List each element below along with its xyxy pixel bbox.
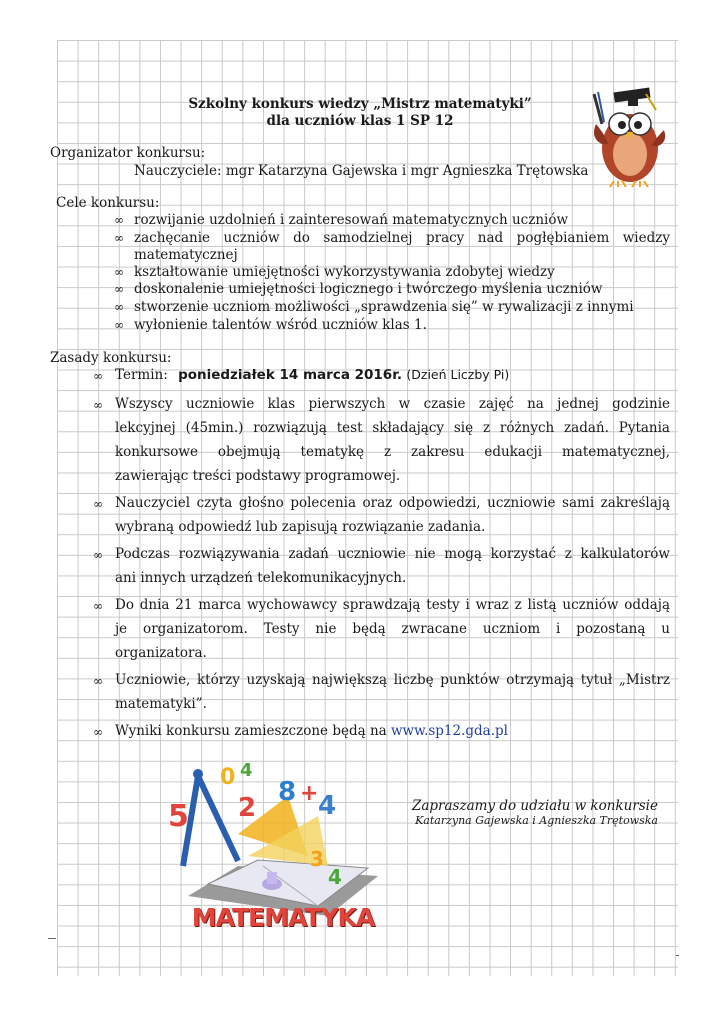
rules-label: Zasady konkursu: — [50, 350, 172, 366]
infinity-bullet-icon: ∞ — [114, 282, 124, 296]
rule-item-line: ani innych urządzeń telekomunikacyjnych. — [115, 570, 407, 586]
rule-item-line: matematyki”. — [115, 696, 207, 712]
svg-text:5: 5 — [168, 799, 189, 834]
infinity-bullet-icon: ∞ — [93, 497, 103, 511]
rule-item-line: wybraną odpowiedź lub zapisują rozwiązanie zadania. — [115, 519, 486, 535]
rule-item: Wszyscy uczniowie klas pierwszych w czasie zajęć na jednej godzinie — [115, 396, 670, 412]
infinity-bullet-icon: ∞ — [93, 369, 103, 383]
goal-item: zachęcanie uczniów do samodzielnej pracy nad pogłębianiem wiedzy — [134, 230, 670, 246]
svg-text:4: 4 — [328, 865, 342, 889]
rule-termin — [115, 367, 509, 383]
rule-item-line: konkursowe obejmują tematykę z zakresu edukacji matematycznej, — [115, 444, 670, 460]
infinity-bullet-icon: ∞ — [93, 599, 103, 613]
infinity-bullet-icon: ∞ — [114, 300, 124, 314]
rule-item-line: zawierając treści podstawy programowej. — [115, 468, 401, 484]
page-mark — [676, 955, 679, 956]
infinity-bullet-icon: ∞ — [93, 674, 103, 688]
goals-label: Cele konkursu: — [56, 195, 160, 211]
svg-text:8: 8 — [278, 777, 297, 807]
infinity-bullet-icon: ∞ — [114, 213, 124, 227]
infinity-bullet-icon: ∞ — [93, 398, 103, 412]
owl-mascot-illustration — [584, 84, 670, 188]
termin-date: poniedziałek 14 marca 2016r. — [178, 367, 403, 383]
rule-item: Podczas rozwiązywania zadań uczniowie nie mogą korzystać z kalkulatorów — [115, 546, 670, 562]
organizer-value: Nauczyciele: mgr Katarzyna Gajewska i mgr Agnieszka Trętowska — [134, 163, 589, 179]
document-subtitle: dla uczniów klas 1 SP 12 — [266, 113, 454, 129]
rule-item-line: organizatora. — [115, 645, 207, 661]
goal-item-continuation: matematycznej — [134, 247, 238, 263]
organizer-label: Organizator konkursu: — [50, 145, 206, 161]
svg-text:2: 2 — [238, 793, 257, 823]
rule-item-line: lekcyjnej (45min.) rozwiązują test składający się z różnych zadań. Pytania — [115, 420, 670, 436]
invitation-line: Zapraszamy do udziału w konkursie — [411, 798, 658, 814]
logo-text: MATEMATYKA — [191, 903, 375, 932]
goal-item: doskonalenie umiejętności logicznego i twórczego myślenia uczniów — [134, 281, 603, 297]
results-link[interactable]: www.sp12.gda.pl — [391, 723, 508, 739]
svg-text:4: 4 — [318, 791, 337, 821]
invitation-signature: Katarzyna Gajewska i Agnieszka Trętowska — [415, 814, 658, 827]
infinity-bullet-icon: ∞ — [93, 548, 103, 562]
page-mark — [48, 938, 56, 939]
svg-text:0: 0 — [220, 765, 236, 790]
goal-item: wyłonienie talentów wśród uczniów klas 1. — [134, 317, 427, 333]
results-text: Wyniki konkursu zamieszczone będą na — [115, 723, 387, 739]
infinity-bullet-icon: ∞ — [114, 265, 124, 279]
rule-item-line: je organizatorom. Testy nie będą zwracane uczniom i pozostaną u — [115, 621, 670, 637]
svg-text:4: 4 — [240, 760, 253, 781]
rule-item: Do dnia 21 marca wychowawcy sprawdzają testy i wraz z listą uczniów oddają — [115, 597, 670, 613]
infinity-bullet-icon: ∞ — [93, 725, 103, 739]
goal-item: kształtowanie umiejętności wykorzystywania zdobytej wiedzy — [134, 264, 555, 280]
rule-item: Uczniowie, którzy uzyskają największą liczbę punktów otrzymają tytuł „Mistrz — [115, 672, 670, 688]
infinity-bullet-icon: ∞ — [114, 318, 124, 332]
goal-item: stworzenie uczniom możliwości „sprawdzenia się” w rywalizacji z innymi — [134, 299, 634, 315]
svg-text:3: 3 — [310, 847, 324, 871]
termin-label: Termin: — [115, 367, 168, 383]
rule-item: Nauczyciel czyta głośno polecenia oraz odpowiedzi, uczniowie sami zakreślają — [115, 495, 670, 511]
goal-item: rozwijanie uzdolnień i zainteresowań matematycznych uczniów — [134, 212, 569, 228]
svg-text:+: + — [300, 781, 319, 806]
termin-note: (Dzień Liczby Pi) — [406, 367, 510, 382]
infinity-bullet-icon: ∞ — [114, 231, 124, 245]
rule-results — [115, 723, 508, 739]
document-title: Szkolny konkurs wiedzy „Mistrz matematyki” — [188, 96, 532, 112]
